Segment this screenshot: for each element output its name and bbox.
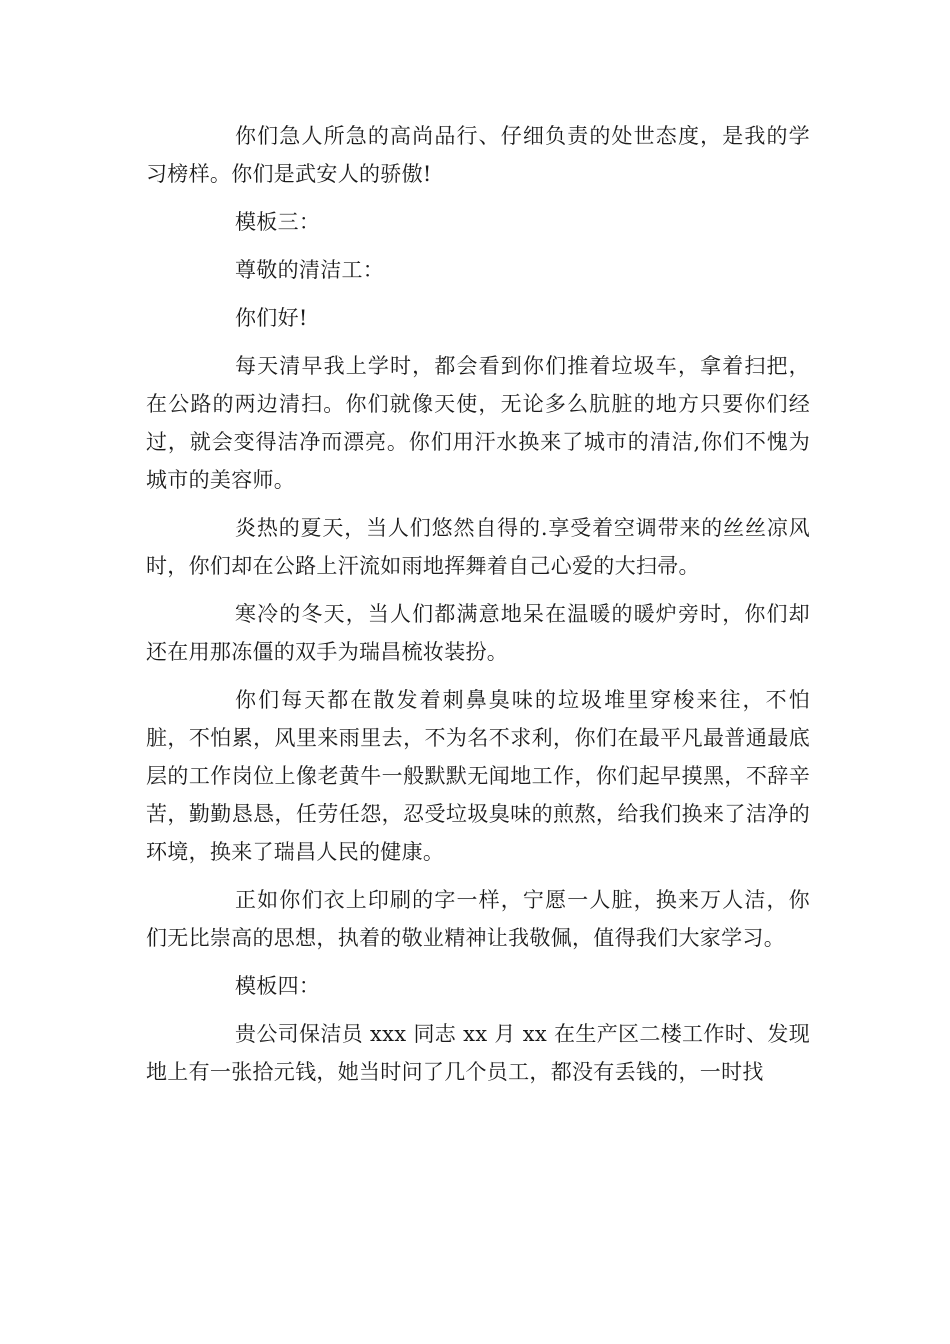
- paragraph-hard-work: 你们每天都在散发着刺鼻臭味的垃圾堆里穿梭来往，不怕脏，不怕累，风里来雨里去，不为名不求利，你们在最平凡最普通最底层的工作岗位上像老黄牛一般默默无闻地工作，你们起早摸黑，不辞辛苦，勤勤恳恳，任劳任怨，忍受垃圾臭味的煎熬，给我们换来了洁净的环境，换来了瑞昌人民的健康。: [146, 688, 810, 864]
- section-heading-template-three: 模板三：: [235, 210, 321, 234]
- section-heading-template-four: 模板四：: [235, 974, 321, 998]
- paragraph-found-money: 贵公司保洁员 xxx 同志 xx 月 xx 在生产区二楼工作时、发现地上有一张拾元钱，她当时问了几个员工，都没有丢钱的，一时找: [146, 1022, 810, 1084]
- letter-salutation: 尊敬的清洁工：: [235, 258, 385, 282]
- letter-greeting: 你们好!: [235, 306, 308, 330]
- paragraph-admiration: 正如你们衣上印刷的字一样，宁愿一人脏，换来万人洁，你们无比崇高的思想，执着的敬业精神让我敬佩，值得我们大家学习。: [146, 888, 810, 950]
- paragraph-morning-cleaning: 每天清早我上学时，都会看到你们推着垃圾车，拿着扫把，在公路的两边清扫。你们就像天使，无论多么肮脏的地方只要你们经过，就会变得洁净而漂亮。你们用汗水换来了城市的清洁,你们不愧为城市的美容师。: [146, 354, 810, 492]
- paragraph-hot-summer: 炎热的夏天，当人们悠然自得的.享受着空调带来的丝丝凉风时，你们却在公路上汗流如雨地挥舞着自己心爱的大扫帚。: [146, 516, 810, 578]
- paragraph-cold-winter: 寒冷的冬天，当人们都满意地呆在温暖的暖炉旁时，你们却还在用那冻僵的双手为瑞昌梳妆装扮。: [146, 602, 810, 664]
- paragraph-praise-conclusion: 你们急人所急的高尚品行、仔细负责的处世态度，是我的学习榜样。你们是武安人的骄傲!: [146, 124, 810, 186]
- document-body: [146, 117, 810, 1101]
